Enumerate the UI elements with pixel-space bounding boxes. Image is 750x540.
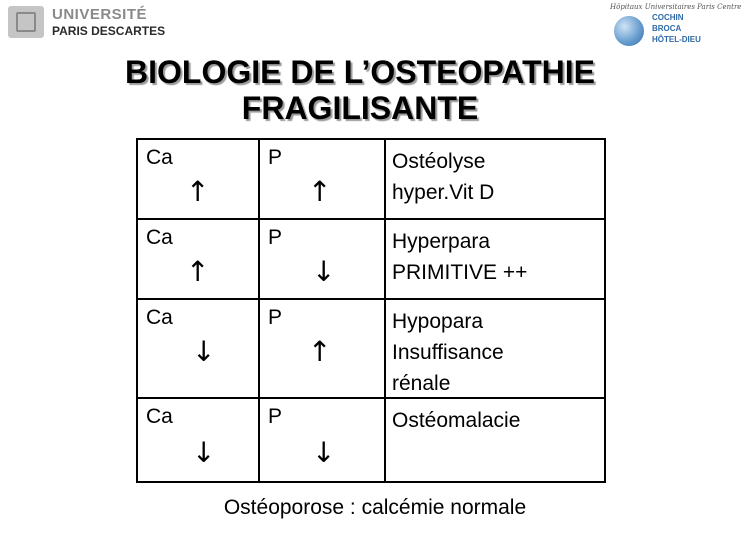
interpretation-cell: [385, 299, 605, 398]
slide-title-line1: BIOLOGIE DE L’OSTEOPATHIE: [125, 54, 595, 90]
interpretation-cell: [385, 139, 605, 219]
p-label: P: [268, 405, 283, 428]
interpretation-cell: [385, 219, 605, 299]
p-label: P: [268, 226, 283, 249]
table-row: [137, 299, 605, 398]
logo-right-script: Hôpitaux Universitaires Paris Centre: [610, 3, 742, 11]
slide-title-line2: FRAGILISANTE: [241, 90, 479, 126]
p-cell: [259, 299, 385, 398]
interpretation-line: Hyperpara: [392, 230, 491, 253]
footer-note: Ostéoporose : calcémie normale: [223, 496, 527, 519]
ca-cell: [137, 299, 259, 398]
universite-paris-descartes-logo: [8, 4, 168, 40]
table-row: [137, 398, 605, 482]
interpretation-line: Insuffisance: [392, 341, 504, 364]
p-cell: [259, 398, 385, 482]
ca-label: Ca: [146, 226, 173, 249]
p-arrow-icon: ↓: [312, 436, 336, 469]
ca-arrow-icon: ↑: [186, 175, 210, 208]
ca-label: Ca: [146, 405, 173, 428]
table-row: [137, 219, 605, 299]
p-arrow-icon: ↑: [308, 175, 332, 208]
ca-arrow-icon: ↑: [186, 255, 210, 288]
interpretation-line: Ostéomalacie: [392, 409, 521, 432]
calcium-phosphate-table: [136, 138, 606, 483]
interpretation: [392, 405, 520, 436]
interpretation-cell: [385, 398, 605, 482]
interpretation-line: hyper.Vit D: [392, 181, 495, 204]
hopitaux-paris-centre-logo: [600, 0, 742, 60]
hospital-names: [652, 12, 701, 45]
p-cell: [259, 219, 385, 299]
p-cell: [259, 139, 385, 219]
ca-cell: [137, 139, 259, 219]
table-row: [137, 139, 605, 219]
interpretation-line: Hypopara: [392, 310, 484, 333]
logo-left-line1: UNIVERSITÉ: [52, 6, 148, 23]
interpretation-line: PRIMITIVE ++: [392, 261, 528, 284]
globe-icon: [614, 16, 644, 46]
ca-cell: [137, 398, 259, 482]
hospital-name-hotel-dieu: HÔTEL-DIEU: [652, 35, 701, 44]
p-label: P: [268, 146, 283, 169]
university-shield-icon: [8, 6, 44, 38]
interpretation: [392, 226, 527, 288]
p-label: P: [268, 306, 283, 329]
interpretation-line: rénale: [392, 372, 451, 395]
ca-label: Ca: [146, 146, 173, 169]
interpretation: [392, 146, 494, 208]
p-arrow-icon: ↑: [308, 335, 332, 368]
ca-arrow-icon: ↓: [192, 335, 216, 368]
logo-left-line2: PARIS DESCARTES: [52, 24, 166, 38]
interpretation-line: Ostéolyse: [392, 150, 486, 173]
slide-title: [0, 54, 720, 126]
p-arrow-icon: ↓: [312, 255, 336, 288]
hospital-name-broca: BROCA: [652, 24, 682, 33]
ca-arrow-icon: ↓: [192, 436, 216, 469]
ca-label: Ca: [146, 306, 173, 329]
ca-cell: [137, 219, 259, 299]
interpretation: [392, 306, 504, 399]
hospital-name-cochin: COCHIN: [652, 13, 684, 22]
